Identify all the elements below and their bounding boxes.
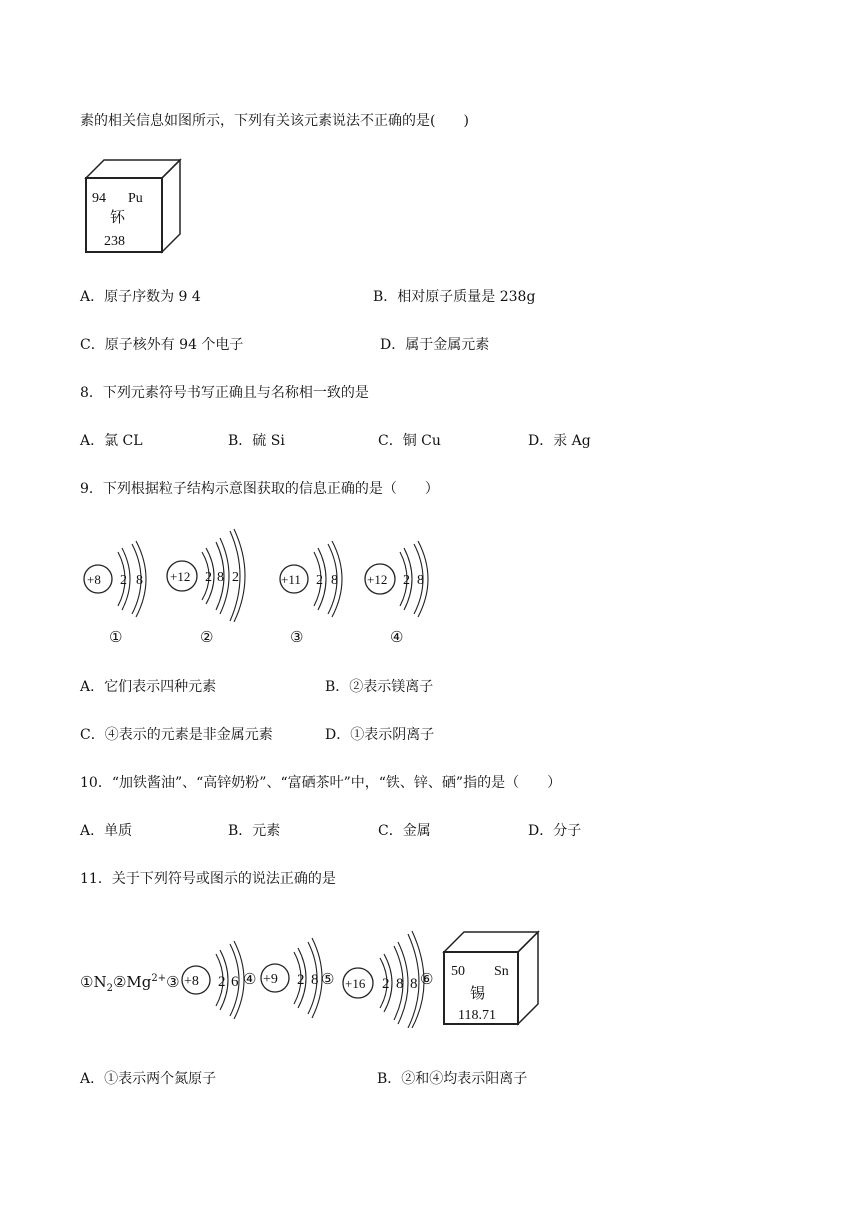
q11-symbol-2-sup: 2+ — [151, 973, 167, 984]
q11-particle-3-shell-3: 8 — [410, 976, 418, 992]
q9-particle-2-shell-2: 8 — [217, 570, 224, 585]
q11-symbol-1: ①N — [80, 973, 107, 991]
q10-stem: 10．“加铁酱油”、“高锌奶粉”、“富硒茶叶”中，“铁、锌、硒”指的是（ ） — [80, 775, 562, 791]
q7-element-symbol: Pu — [128, 191, 143, 206]
q11-symbol-3: ③ — [166, 973, 180, 991]
q11-option-a: A．①表示两个氮原子 — [80, 1071, 217, 1087]
q11-symbol-5: ⑤ — [321, 970, 335, 988]
q11-particle-1-nucleus: +8 — [184, 974, 199, 989]
q11-particle-2-shell-2: 8 — [311, 972, 319, 988]
q9-particle-1-shell-1: 2 — [120, 573, 127, 588]
q7-stem: 素的相关信息如图所示，下列有关该元素说法不正确的是( ) — [80, 113, 469, 129]
q11-element-mass: 118.71 — [458, 1008, 496, 1023]
q9-option-c: C．④表示的元素是非金属元素 — [80, 727, 273, 743]
q7-option-c: C．原子核外有 94 个电子 — [80, 337, 244, 353]
q9-particle-4-nucleus: +12 — [367, 572, 388, 587]
q11-element-symbol: Sn — [494, 964, 509, 979]
q9-particle-1-shell-2: 8 — [136, 573, 143, 588]
q8-option-b: B．硫 Si — [228, 433, 285, 449]
q11-option-b: B．②和④均表示阳离子 — [377, 1071, 528, 1087]
q11-particle-3-shell-1: 2 — [382, 976, 390, 992]
q9-label-1: ① — [109, 628, 123, 646]
q9-label-2: ② — [200, 628, 214, 646]
q8-option-c: C．铜 Cu — [378, 433, 441, 449]
q11-element-cube — [442, 930, 542, 1028]
q11-element-name: 锡 — [470, 986, 486, 1002]
q9-stem: 9．下列根据粒子结构示意图获取的信息正确的是（ ） — [80, 481, 439, 497]
q7-element-name: 钚 — [110, 210, 126, 226]
q9-particle-2-nucleus: +12 — [170, 569, 191, 584]
q9-particle-2 — [164, 528, 248, 622]
q9-label-3: ③ — [290, 628, 304, 646]
q11-symbol-4: ④ — [243, 970, 257, 988]
q11-particle-1-shell-2: 6 — [231, 974, 239, 990]
q9-particle-3-shell-2: 8 — [331, 573, 338, 588]
q9-particle-4-shell-2: 8 — [417, 573, 424, 588]
q11-particle-2-nucleus: +9 — [263, 972, 278, 987]
q11-symbol-6: ⑥ — [420, 970, 434, 988]
q10-option-d: D．分子 — [528, 823, 582, 839]
q7-element-number: 94 — [92, 191, 106, 206]
q9-label-4: ④ — [390, 628, 404, 646]
q11-particle-2-shell-1: 2 — [297, 972, 305, 988]
q9-particle-2-shell-3: 2 — [232, 570, 239, 585]
q9-option-b: B．②表示镁离子 — [325, 679, 434, 695]
q9-particle-3-shell-1: 2 — [316, 573, 323, 588]
q11-stem: 11．关于下列符号或图示的说法正确的是 — [80, 871, 336, 887]
q9-option-a: A．它们表示四种元素 — [80, 679, 217, 695]
q8-stem: 8．下列元素符号书写正确且与名称相一致的是 — [80, 385, 369, 401]
q11-particle-3-nucleus: +16 — [345, 976, 366, 991]
q11-particle-1-shell-1: 2 — [218, 974, 226, 990]
q7-option-a: A．原子序数为 9 4 — [80, 289, 201, 305]
q7-element-mass: 238 — [104, 234, 125, 249]
q11-symbol-1-sub: 2 — [106, 983, 113, 994]
q10-option-c: C．金属 — [378, 823, 431, 839]
q9-particle-2-shell-1: 2 — [205, 570, 212, 585]
q10-option-b: B．元素 — [228, 823, 281, 839]
q9-particle-3 — [276, 540, 356, 618]
q9-particle-4-shell-1: 2 — [403, 573, 410, 588]
q11-element-number: 50 — [451, 964, 465, 979]
q7-option-d: D．属于金属元素 — [380, 337, 490, 353]
q11-symbols-1-3 — [80, 970, 180, 998]
q9-option-d: D．①表示阴离子 — [325, 727, 435, 743]
q9-particle-1 — [80, 540, 160, 618]
q8-option-a: A．氯 CL — [80, 433, 143, 449]
q8-option-d: D．汞 Ag — [528, 433, 591, 449]
q7-element-cube — [84, 158, 184, 258]
q11-symbol-2: ②Mg — [112, 973, 152, 991]
q11-particle-3-shell-2: 8 — [396, 976, 404, 992]
q9-particle-1-nucleus: +8 — [87, 572, 101, 587]
q9-particle-3-nucleus: +11 — [281, 572, 301, 587]
q9-particle-4 — [362, 540, 442, 618]
q10-option-a: A．单质 — [80, 823, 133, 839]
q7-option-b: B．相对原子质量是 238g — [373, 289, 536, 305]
